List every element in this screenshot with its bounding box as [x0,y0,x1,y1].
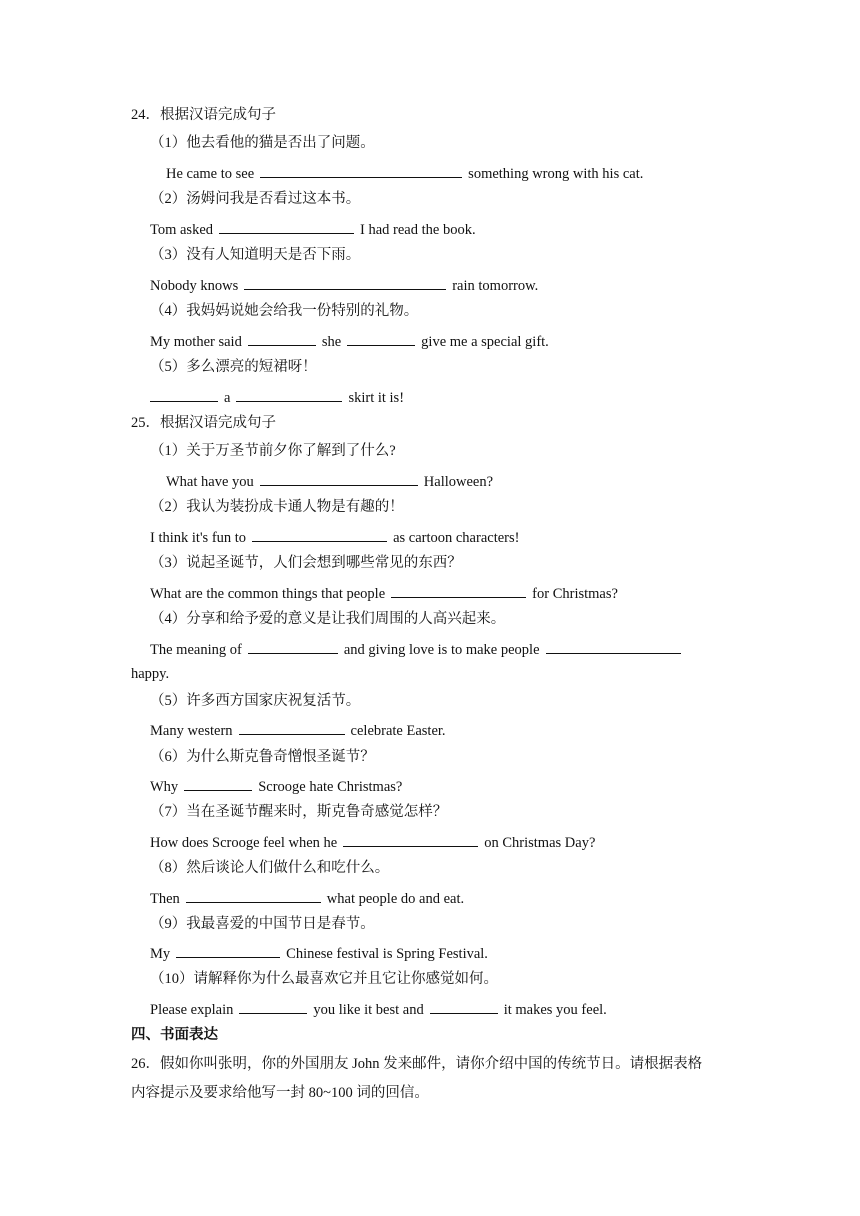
q24-3-chinese: （3）没有人知道明天是否下雨。 [150,247,361,263]
q25-4-chinese: （4）分享和给予爱的意义是让我们周围的人高兴起来。 [150,611,506,627]
q25-4-english [150,639,687,659]
q25-9-english [150,943,488,963]
q25-10-chinese: （10）请解释你为什么最喜欢它并且它让你感觉如何。 [150,971,498,987]
q24-4-english [150,331,549,351]
sentence-text: My mother said [150,334,242,350]
sentence-text: Many western [150,723,233,739]
q25-5-chinese: （5）许多西方国家庆祝复活节。 [150,693,361,709]
sentence-text: for Christmas? [532,586,618,602]
sentence-text: What have you [166,474,254,490]
sentence-text: Then [150,891,180,907]
sentence-text: Halloween? [423,474,494,490]
answer-blank[interactable] [248,331,316,346]
sentence-text: you like it best and [313,1002,424,1018]
answer-blank[interactable] [239,720,345,735]
answer-blank[interactable] [176,943,280,958]
sentence-text: something wrong with his cat. [468,166,644,182]
q25-6-chinese: （6）为什么斯克鲁奇憎恨圣诞节？ [150,749,375,765]
q25-8-chinese: （8）然后谈论人们做什么和吃什么。 [150,860,390,876]
sentence-text: What are the common things that people [150,586,386,602]
sentence-text: on Christmas Day? [484,835,596,851]
sentence-text: I had read the book. [360,222,476,238]
sentence-text: The meaning of [150,642,242,658]
sentence-text: what people do and eat. [326,891,465,907]
q25-2-english [150,527,519,547]
answer-blank[interactable] [184,776,252,791]
answer-blank[interactable] [186,888,321,903]
q25-1-chinese: （1）关于万圣节前夕你了解到了什么? [150,443,396,459]
sentence-text: a [224,390,231,406]
q25-7-chinese: （7）当在圣诞节醒来时，斯克鲁奇感觉怎样？ [150,804,448,820]
answer-blank[interactable] [248,639,338,654]
sentence-text: Why [150,779,179,795]
sentence-text: I think it's fun to [150,530,247,546]
sentence-text: Scrooge hate Christmas? [258,779,403,795]
q24-2-chinese: （2）汤姆问我是否看过这本书。 [150,191,361,207]
sentence-text: My [150,946,171,962]
q25-10-english [150,999,607,1019]
answer-blank[interactable] [252,527,387,542]
q26-prompt-line2: 内容提示及要求给他写一封 80~100 词的回信。 [131,1085,429,1101]
section-heading: 四、书面表达 [131,1027,218,1043]
answer-blank[interactable] [347,331,415,346]
q26-prompt-line1: 26．假如你叫张明，你的外国朋友 John 发来邮件，请你介绍中国的传统节日。请根据表格 [131,1056,703,1072]
q25-6-english [150,776,402,796]
answer-blank[interactable] [343,832,478,847]
q24-3-english [150,275,538,295]
sentence-text: Nobody knows [150,278,239,294]
answer-blank[interactable] [260,163,462,178]
q25-5-english [150,720,446,740]
q24-1-chinese: （1）他去看他的猫是否出了问题。 [150,135,375,151]
q24-5-english [144,387,404,407]
sentence-text: as cartoon characters! [393,530,520,546]
q25-8-english [150,888,464,908]
q24-1-english [166,163,643,183]
answer-blank[interactable] [239,999,307,1014]
answer-blank[interactable] [236,387,342,402]
answer-blank[interactable] [219,219,354,234]
answer-blank[interactable] [244,275,446,290]
sentence-text: He came to see [166,166,255,182]
q25-4-english-continued: happy. [131,666,170,682]
q24-title: 24．根据汉语完成句子 [131,107,276,123]
q24-5-chinese: （5）多么漂亮的短裙呀！ [150,359,317,375]
q24-4-chinese: （4）我妈妈说她会给我一份特别的礼物。 [150,303,419,319]
sentence-text: celebrate Easter. [350,723,446,739]
sentence-text: give me a special gift. [421,334,549,350]
sentence-text: rain tomorrow. [452,278,539,294]
sentence-text: skirt it is! [348,390,405,406]
q25-3-english [150,583,618,603]
sentence-text: she [321,334,342,350]
q25-3-chinese: （3）说起圣诞节，人们会想到哪些常见的东西？ [150,555,462,571]
q25-7-english [150,832,595,852]
q24-2-english [150,219,476,239]
sentence-text: it makes you feel. [503,1002,607,1018]
sentence-text: How does Scrooge feel when he [150,835,338,851]
answer-blank[interactable] [546,639,681,654]
sentence-text: Please explain [150,1002,234,1018]
answer-blank[interactable] [430,999,498,1014]
q25-9-chinese: （9）我最喜爱的中国节日是春节。 [150,916,375,932]
answer-blank[interactable] [391,583,526,598]
q25-2-chinese: （2）我认为装扮成卡通人物是有趣的！ [150,499,404,515]
sentence-text: Tom asked [150,222,214,238]
answer-blank[interactable] [150,387,218,402]
q25-title: 25．根据汉语完成句子 [131,415,276,431]
sentence-text: Chinese festival is Spring Festival. [286,946,488,962]
sentence-text: and giving love is to make people [343,642,540,658]
q25-1-english [166,471,493,491]
answer-blank[interactable] [260,471,418,486]
